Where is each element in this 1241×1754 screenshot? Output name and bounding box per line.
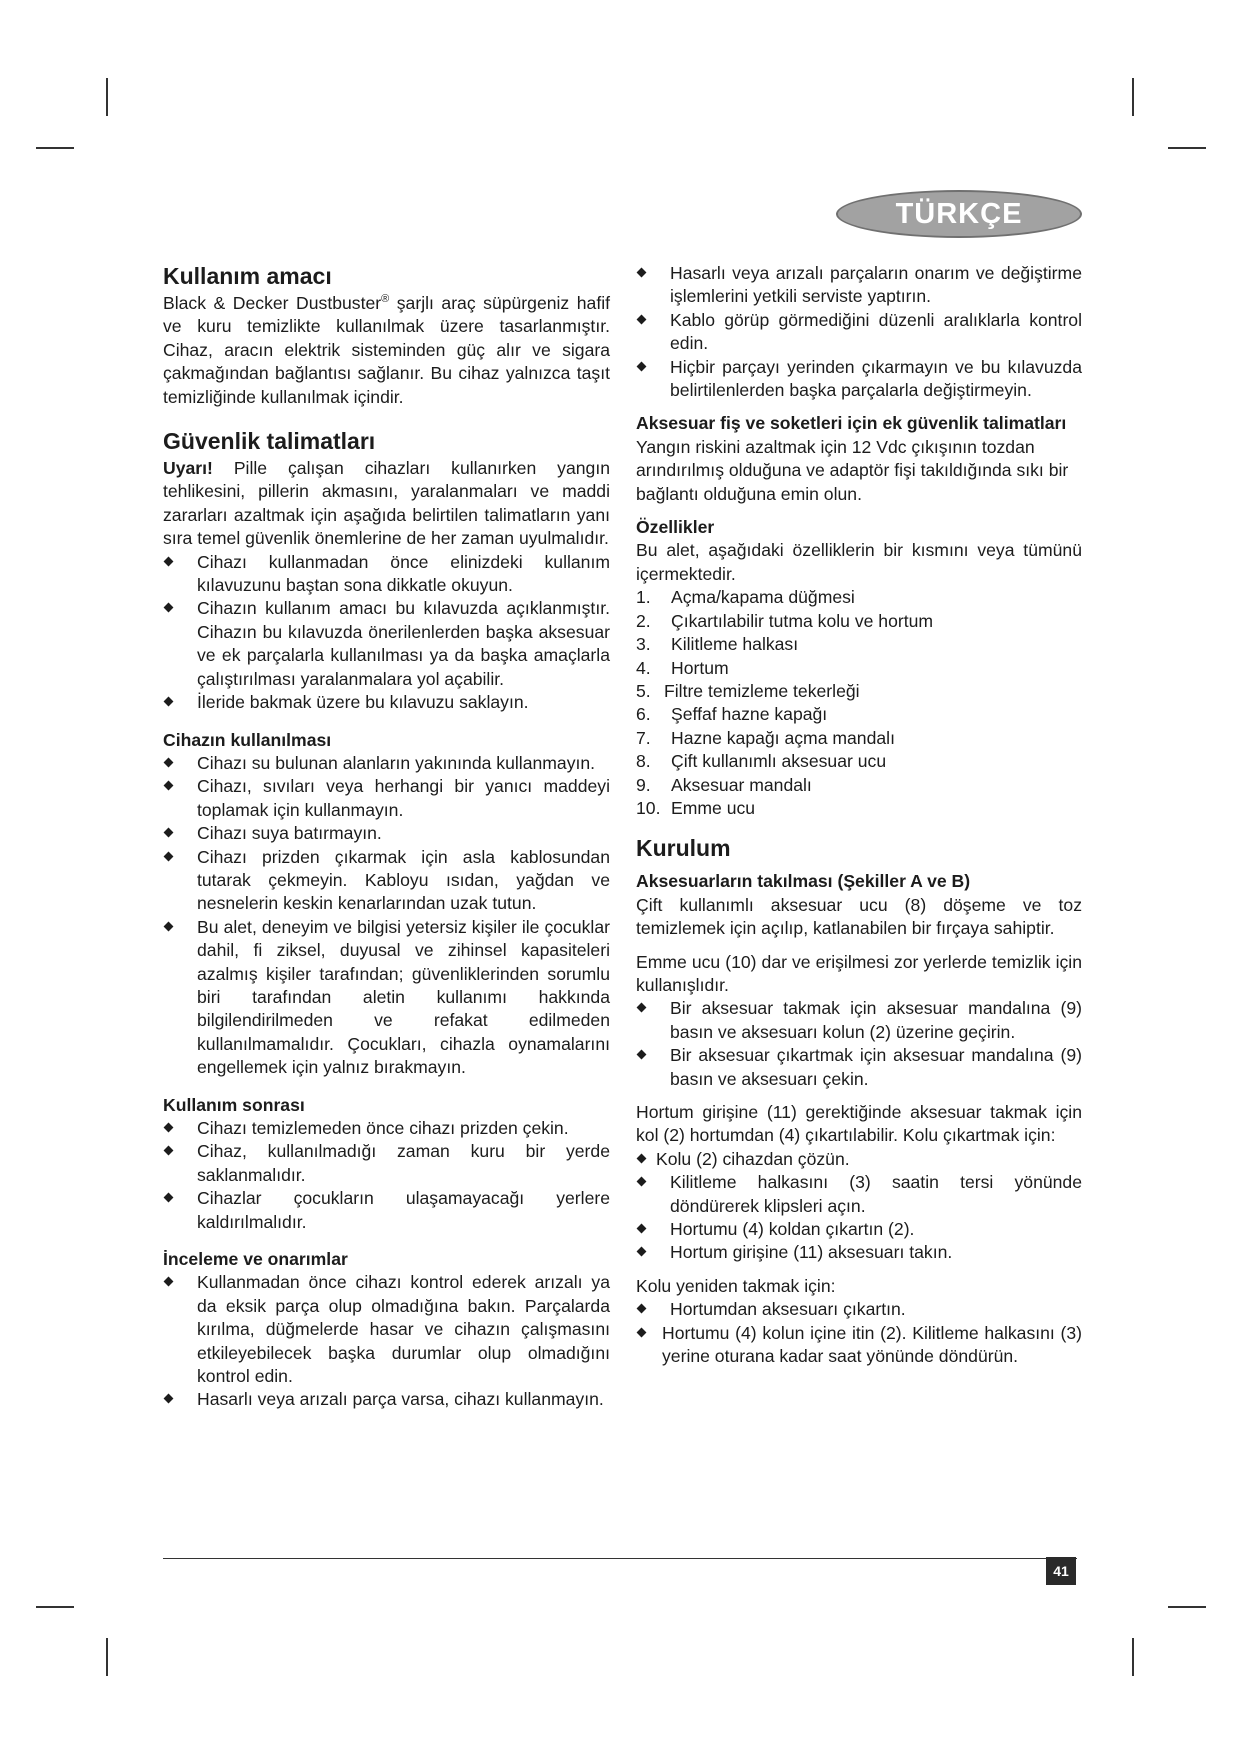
feature-item: 2. Çıkartılabilir tutma kolu ve hortum <box>636 610 934 631</box>
crop-mark <box>1132 1638 1134 1676</box>
remove-handle-steps <box>636 1171 1082 1265</box>
list-item: Kullanmadan önce cihazı kontrol ederek arızalı ya da eksik parça olup olmadığına bakın. Parçalarda kırılma, düğmelerde hasar ve cihazın çalışmasını etkileyebilecek başka durumlar olup olmadığını kontrol edin. <box>163 1271 610 1388</box>
inspection-list <box>163 1271 610 1411</box>
feature-item: 6. Şeffaf hazne kapağı <box>636 704 828 725</box>
page-number: 41 <box>1046 1557 1076 1585</box>
list-item: Hasarlı veya arızalı parçaların onarım ve değiştirme işlemlerini yetkili serviste yaptırın. <box>636 262 1082 309</box>
features-intro: Bu alet, aşağıdaki özelliklerin bir kısmını veya tümünü içermektedir. <box>636 540 1082 584</box>
crop-mark <box>1168 147 1206 149</box>
right-column <box>636 262 1082 1368</box>
fitting-list <box>636 997 1082 1091</box>
list-item: Cihazı kullanmadan önce elinizdeki kullanım kılavuzunu baştan sona dikkatle okuyun. <box>163 551 610 598</box>
after-use-list <box>163 1117 610 1234</box>
feature-item: 8. Çift kullanımlı aksesuar ucu <box>636 751 887 772</box>
section-title-using: Cihazın kullanılması <box>163 729 332 750</box>
list-item: İleride bakmak üzere bu kılavuzu saklayın. <box>163 691 610 714</box>
list-item: Hiçbir parçayı yerinden çıkarmayın ve bu kılavuzda belirtilenlerden başka parçalarla değiştirmeyin. <box>636 356 1082 403</box>
fitting-text-3: Hortum girişine (11) gerektiğinde aksesuar takmak için kol (2) hortumdan (4) çıkartılabilir. Kolu çıkartmak için: <box>636 1102 1082 1146</box>
section-title-plug-safety: Aksesuar fiş ve soketleri için ek güvenlik talimatları <box>636 413 1067 434</box>
inspection-list-continued <box>636 262 1082 402</box>
list-item: Hasarlı veya arızalı parça varsa, cihazı kullanmayın. <box>163 1388 610 1411</box>
fitting-text-1: Çift kullanımlı aksesuar ucu (8) döşeme ve toz temizlemek için açılıp, katlanabilen bir fırçaya sahiptir. <box>636 894 1082 939</box>
section-title-assembly: Kurulum <box>636 835 731 862</box>
list-item: Cihazı suya batırmayın. <box>163 822 610 845</box>
remove-handle-list <box>636 1148 1082 1171</box>
feature-item: 9. Aksesuar mandalı <box>636 774 812 795</box>
section-title-inspection: İnceleme ve onarımlar <box>163 1249 348 1270</box>
section-title-after-use: Kullanım sonrası <box>163 1094 305 1115</box>
crop-mark <box>36 1606 74 1608</box>
list-item: Cihazı prizden çıkarmak için asla kablosundan tutarak çekmeyin. Kabloyu ısıdan, yağdan ve nesnelerin keskin kenarlarından uzak tutun. <box>163 846 610 916</box>
refit-handle-list <box>636 1298 1082 1368</box>
list-item: Cihazlar çocukların ulaşamayacağı yerlere kaldırılmalıdır. <box>163 1187 610 1234</box>
list-item: Cihazı su bulunan alanların yakınında kullanmayın. <box>163 752 610 775</box>
crop-mark <box>1168 1606 1206 1608</box>
list-item: Cihazın kullanım amacı bu kılavuzda açıklanmıştır. Cihazın bu kılavuzda önerilenlerden başka aksesuar ve ek parçalarla kullanılması ya da başka amaçlarla çalıştırılması yaralanmalara yol açabilir. <box>163 597 610 691</box>
left-column <box>163 262 610 1412</box>
crop-mark <box>36 147 74 149</box>
list-item: Kilitleme halkasını (3) saatin tersi yönünde döndürerek klipsleri açın. <box>636 1171 1082 1218</box>
crop-mark <box>106 1638 108 1676</box>
footer-rule <box>163 1558 1077 1559</box>
list-item: Hortumu (4) koldan çıkartın (2). <box>636 1218 1082 1241</box>
feature-item: 10. Emme ucu <box>636 797 756 818</box>
plug-safety-text: Yangın riskini azaltmak için 12 Vdc çıkışının tozdan arındırılmış olduğuna ve adaptör fişi takıldığında sıkı bir bağlantı olduğuna emin olun. <box>636 436 1069 504</box>
list-item: Cihaz, kullanılmadığı zaman kuru bir yerde saklanmalıdır. <box>163 1140 610 1187</box>
list-item: Kablo görüp görmediğini düzenli aralıklarla kontrol edin. <box>636 309 1082 356</box>
feature-item: 1. Açma/kapama düğmesi <box>636 587 855 608</box>
section-title-safety: Güvenlik talimatları <box>163 428 376 455</box>
list-item: Hortumdan aksesuarı çıkartın. <box>636 1298 1082 1321</box>
using-list <box>163 752 610 1080</box>
list-item: Bir aksesuar takmak için aksesuar mandalına (9) basın ve aksesuarı kolun (2) üzerine geçirin. <box>636 997 1082 1044</box>
intended-use-text: Black & Decker Dustbuster® şarjlı araç süpürgeniz hafif ve kuru temizlikte kullanılmak üzere tasarlanmıştır. Cihaz, aracın elektrik sisteminden güç alır ve sigara çakmağından bağlantısı sağlanır. Bu cihaz yalnızca taşıt temizliğinde kullanılmak içindir. <box>163 293 611 407</box>
list-item: Cihazı, sıvıları veya herhangi bir yanıcı maddeyi toplamak için kullanmayın. <box>163 775 610 822</box>
crop-mark <box>106 78 108 116</box>
section-title-intended-use: Kullanım amacı <box>163 263 332 289</box>
language-badge: TÜRKÇE <box>836 190 1082 238</box>
list-item: Bir aksesuar çıkartmak için aksesuar mandalına (9) basın ve aksesuarı çekin. <box>636 1044 1082 1091</box>
list-item: Cihazı temizlemeden önce cihazı prizden çekin. <box>163 1117 610 1140</box>
list-item: Hortumu (4) kolun içine itin (2). Kilitleme halkasını (3) yerine oturana kadar saat yönünde döndürün. <box>636 1322 1082 1369</box>
feature-item: 7. Hazne kapağı açma mandalı <box>636 727 895 748</box>
feature-item: 4. Hortum <box>636 657 729 678</box>
safety-warning-text: Uyarı! Pille çalışan cihazları kullanırken yangın tehlikesini, pillerin akmasını, yaralanmaları ve maddi zararları azaltmak için aşağıda belirtilen talimatların yanı sıra temel güvenlik önemlerine de her zaman uyulmalıdır. <box>163 458 610 549</box>
section-title-features: Özellikler <box>636 517 715 538</box>
section-title-fitting-accessories: Aksesuarların takılması (Şekiller A ve B) <box>636 871 971 892</box>
crop-mark <box>1132 78 1134 116</box>
list-item: Bu alet, deneyim ve bilgisi yetersiz kişiler ile çocuklar dahil, fi ziksel, duyusal ve zihinsel kapasiteleri azalmış kişiler tarafından; güvenliklerinden sorumlu biri tarafından aletin kullanımı hakkında bilgilendirilmeden ve refakat edilmeden kullanılmamalıdır. Çocukları, cihazla oynamalarını engellemek için yalnız bırakmayın. <box>163 916 610 1080</box>
list-item: Hortum girişine (11) aksesuarı takın. <box>636 1241 1082 1264</box>
list-item: Kolu (2) cihazdan çözün. <box>636 1148 1082 1171</box>
features-list <box>636 586 1082 820</box>
feature-item: 3. Kilitleme halkası <box>636 634 799 655</box>
safety-list <box>163 551 610 715</box>
refit-handle-text: Kolu yeniden takmak için: <box>636 1275 836 1296</box>
fitting-text-2: Emme ucu (10) dar ve erişilmesi zor yerlerde temizlik için kullanışlıdır. <box>636 951 1082 995</box>
feature-item: 5. Filtre temizleme tekerleği <box>636 680 860 701</box>
